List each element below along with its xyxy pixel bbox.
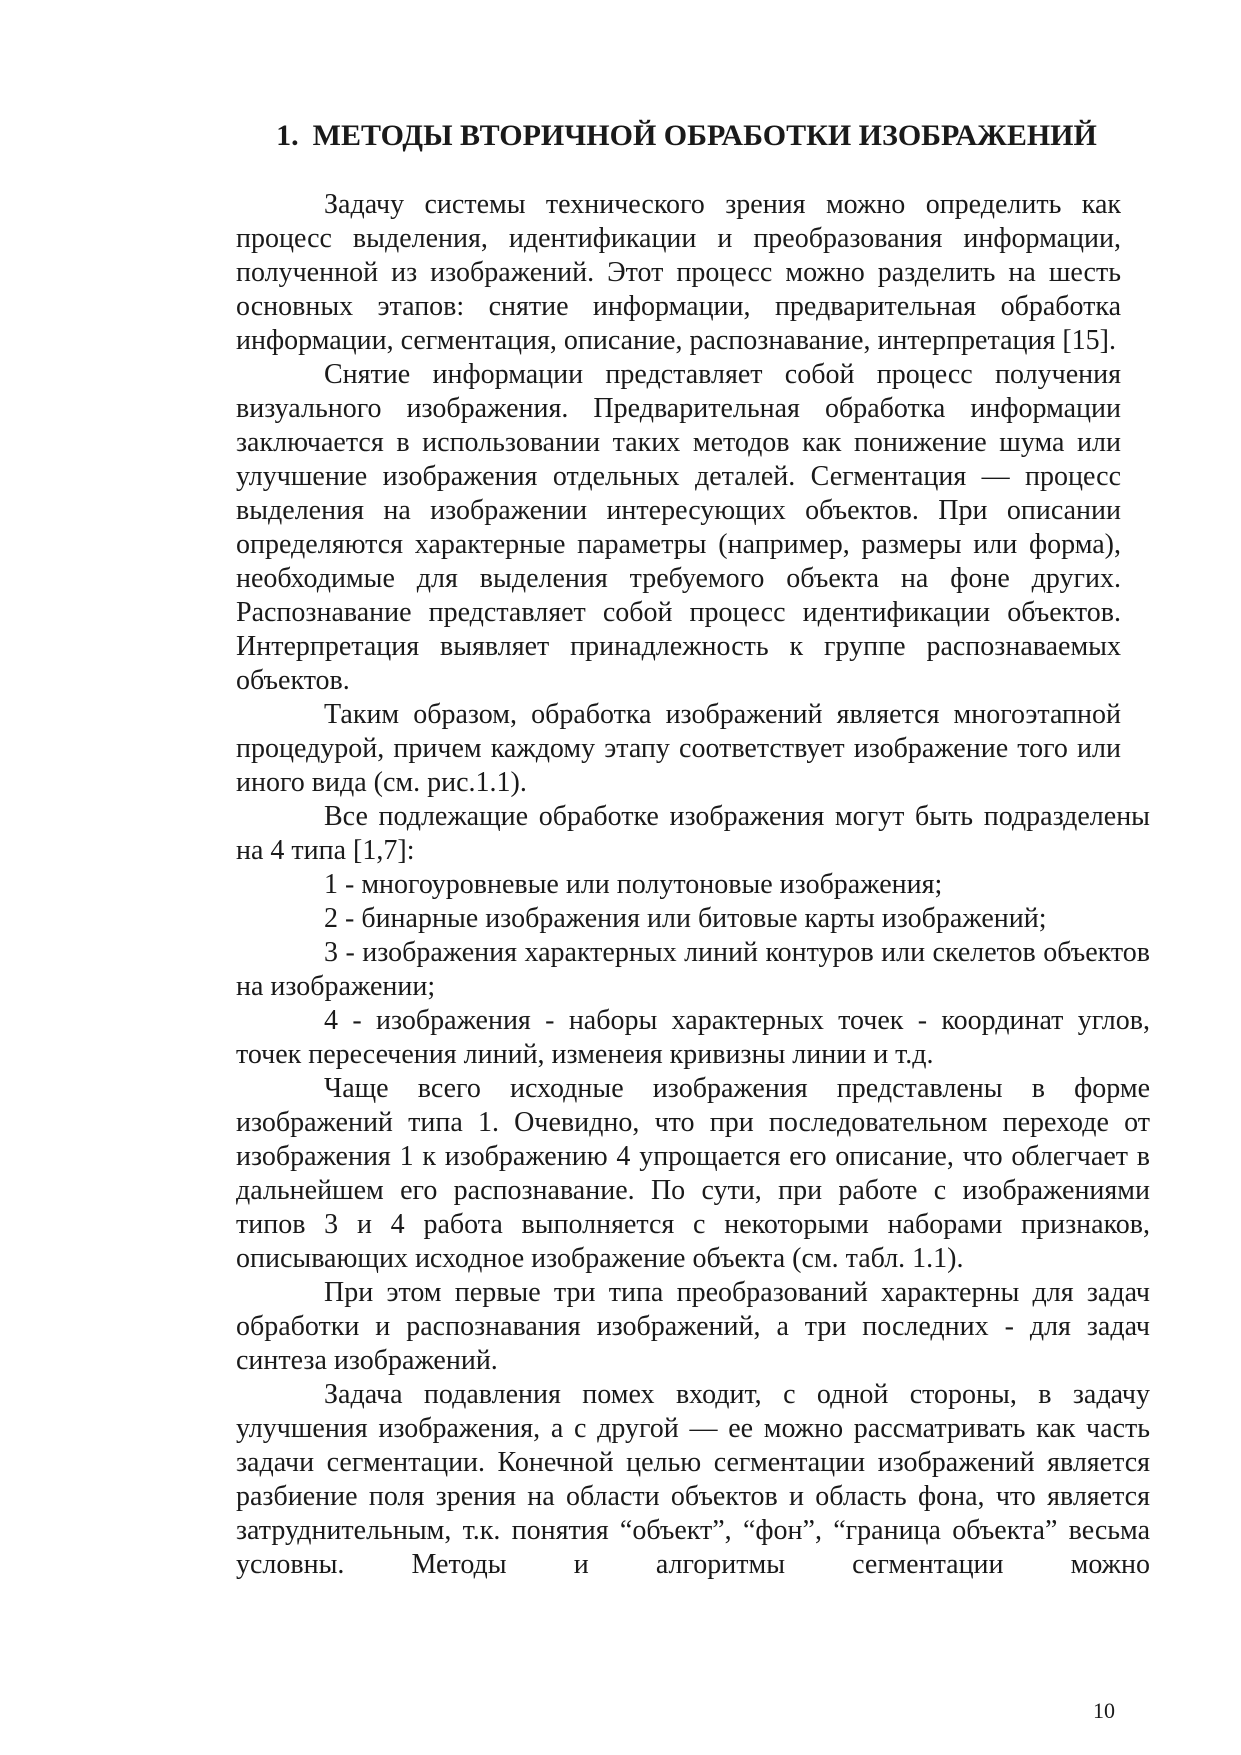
body-text xyxy=(236,188,1150,1582)
list-item-type-1: 1 - многоуровневые или полутоновые изображения; xyxy=(324,869,943,900)
paragraph-image-types-intro: Все подлежащие обработке изображения могут быть подразделены на 4 типа [1,7]: xyxy=(236,801,1150,866)
list-item-type-3: 3 - изображения характерных линий контуров или скелетов объектов на изображении; xyxy=(236,937,1150,1002)
list-item-type-4: 4 - изображения - наборы характерных точек - координат углов, точек пересечения линий, изменеия кривизны линии и т.д. xyxy=(236,1005,1150,1070)
section-number: 1. xyxy=(276,119,299,152)
paragraph-processing-stages: Снятие информации представляет собой процесс получения визуального изображения. Предварительная обработка информации заключается в использовании таких методов как понижение шума или улучшение изображения отдельных деталей. Сегментация — процесс выделения на изображении интересующих объектов. При описании определяются характерные параметры (например, размеры или форма), необходимые для выделения требуемого объекта на фоне других. Распознавание представляет собой процесс идентификации объектов. Интерпретация выявляет принадлежность к группе распознаваемых объектов. xyxy=(236,359,1121,696)
section-heading xyxy=(0,116,1241,156)
section-title: МЕТОДЫ ВТОРИЧНОЙ ОБРАБОТКИ ИЗОБРАЖЕНИЙ xyxy=(312,119,1097,152)
list-item-type-2: 2 - бинарные изображения или битовые карты изображений; xyxy=(324,903,1047,934)
paragraph-multistage-procedure: Таким образом, обработка изображений является многоэтапной процедурой, причем каждому этапу соответствует изображение того или иного вида (см. рис.1.1). xyxy=(236,699,1121,798)
paragraph-transform-types: При этом первые три типа преобразований характерны для задач обработки и распознавания изображений, а три последних - для задач синтеза изображений. xyxy=(236,1277,1150,1376)
page-number: 10 xyxy=(1093,1698,1115,1723)
paragraph-task-definition: Задачу системы технического зрения можно определить как процесс выделения, идентификации и преобразования информации, полученной из изображений. Этот процесс можно разделить на шесть основных этапов: снятие информации, предварительная обработка информации, сегментация, описание, распознавание, интерпретация [15]. xyxy=(236,189,1121,356)
paragraph-source-images: Чаще всего исходные изображения представлены в форме изображений типа 1. Очевидно, что при последовательном переходе от изображения 1 к изображению 4 упрощается его описание, что облегчает в дальнейшем его распознавание. По сути, при работе с изображениями типов 3 и 4 работа выполняется с некоторыми наборами признаков, описывающих исходное изображение объекта (см. табл. 1.1). xyxy=(236,1073,1150,1274)
paragraph-noise-suppression: Задача подавления помех входит, с одной стороны, в задачу улучшения изображения, а с другой — ее можно рассматривать как часть задачи сегментации. Конечной целью сегментации изображений является разбиение поля зрения на области объектов и область фона, что является затруднительным, т.к. понятия “объект”, “фон”, “граница объекта” весьма условны. Методы и алгоритмы сегментации можно xyxy=(236,1379,1150,1580)
